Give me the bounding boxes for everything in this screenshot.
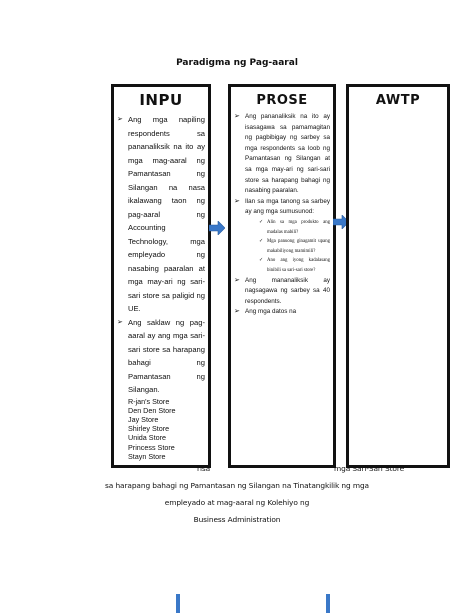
page-marker [176, 594, 180, 613]
input-item-text: Ang saklaw ng pag-aaral ay ang mga sari-sari store sa harapang bahagi ng Pamantasan ng Silangan. [128, 317, 205, 394]
check-bullet-icon: ✓ [259, 219, 264, 225]
body-text-line: empleyado at mag-aaral ng Kolehiyo ng [164, 498, 310, 507]
awtp-box [346, 84, 450, 468]
check-bullet-icon: ✓ [259, 258, 264, 264]
input-box-title: INPU [139, 91, 183, 109]
input-item-text: Ang mga napiling respondents sa pananaliksik na ito ay mga mag-aaral ng Pamantasan ng Silangan na nasa ikalawang taon ng pag-aaral ng Accounting Technology, mga empleyado ng nasabing paaralan at mga may-ari ng sari-sari store sa paligid ng UE. [128, 115, 205, 313]
input-list [114, 109, 208, 397]
body-text-fragment: mga Sari-Sari Store [334, 464, 405, 473]
question-item [259, 256, 330, 275]
flow-arrow-icon [209, 221, 225, 235]
prose-box [228, 84, 336, 468]
arrow-bullet-icon: ➢ [234, 113, 240, 120]
prose-item-text: Ilan sa mga tanong sa sarbey ay ang mga sumusunod: [245, 197, 330, 216]
page-marker [326, 594, 330, 613]
diagram-title: Paradigma ng Pag-aaral [176, 58, 298, 68]
store-name: Stayn Store [128, 451, 166, 461]
question-text: Mga panuong ginagamit upang makabiliyong mamimili? [267, 239, 330, 254]
check-bullet-icon: ✓ [259, 239, 264, 245]
body-text-line: sa harapang bahagi ng Pamantasan ng Silangan na Tinatangkilik ng mga [105, 481, 369, 490]
awtp-box-title: AWTP [375, 93, 421, 108]
prose-item-questions [233, 197, 330, 276]
store-name: Den Den Store [128, 405, 176, 415]
question-item [259, 218, 330, 237]
store-name: Princess Store [128, 442, 175, 452]
body-text-fragment: risa [197, 464, 211, 473]
arrow-bullet-icon: ➢ [234, 276, 240, 284]
input-item-scope [116, 316, 205, 397]
store-list [114, 397, 208, 461]
arrow-bullet-icon: ➢ [117, 318, 123, 326]
prose-item-text: Ang mga datos na [245, 308, 297, 316]
arrow-bullet-icon: ➢ [234, 308, 240, 316]
prose-box-title: PROSE [256, 93, 308, 108]
body-text-line: Business Administration [193, 515, 281, 524]
input-box [111, 84, 211, 468]
question-list [245, 218, 330, 276]
arrow-bullet-icon: ➢ [234, 197, 240, 205]
store-name: R-jan's Store [128, 396, 170, 406]
store-name: Unida Store [128, 433, 166, 443]
prose-item-data [233, 307, 330, 318]
prose-item-method [233, 112, 330, 197]
prose-item-text: Ang pananaliksik na ito ay isasagawa sa pamamagitan ng pagbibigay ng sarbey sa mga respondents sa loob ng Pamantasan ng Silangan at sa mga may-ari ng sari-sari store sa harapang bahagi ng nasabing paaralan. [245, 113, 330, 195]
store-name: Jay Store [128, 414, 159, 424]
question-item [259, 237, 330, 256]
prose-item-text: Ang mananaliksik ay nagsagawa ng sarbey sa 40 respondents. [245, 276, 330, 305]
store-name: Shirley Store [128, 424, 170, 434]
question-text: Ano ang iyong kadalasang binibili sa sari-sari store? [267, 258, 330, 273]
prose-list [231, 108, 333, 318]
input-item-respondents [116, 113, 205, 316]
prose-item-sample [233, 276, 330, 308]
question-text: Alin sa mga produkto ang madalas mabili? [267, 219, 330, 235]
arrow-bullet-icon: ➢ [117, 116, 123, 123]
